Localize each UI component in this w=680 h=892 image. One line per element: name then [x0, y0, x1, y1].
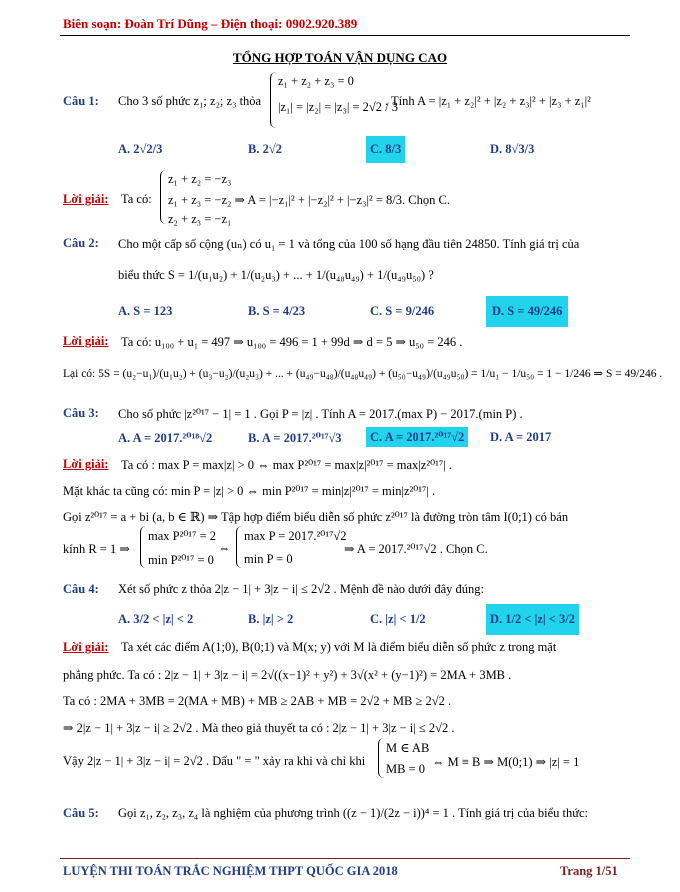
q4-solution-2: phẳng phức. Ta có : 2|z − 1| + 3|z − i| = 2√((x−1)² + y²) + 3√(x² + (y−1)²) = 2MA + 3MB . [63, 668, 512, 682]
q4-label: Câu 4: [63, 582, 99, 596]
q4-option-b: B. |z| > 2 [248, 612, 294, 626]
q3-solution-4b: ⇔ [218, 541, 231, 555]
q2-option-c: C. S = 9/246 [370, 304, 435, 318]
q3-solution-2: Mặt khác ta cũng có: min P = |z| > 0 ⇔ min P²⁰¹⁷ = min|z|²⁰¹⁷ = min|z²⁰¹⁷| . [63, 484, 436, 498]
q4-brace [378, 738, 385, 778]
q4-option-c: C. |z| < 1/2 [370, 612, 426, 626]
page-title: TỔNG HỢP TOÁN VẬN DỤNG CAO [232, 50, 448, 65]
q1-label: Câu 1: [63, 94, 99, 108]
q3-m2: min P²⁰¹⁷ = 0 [148, 553, 214, 567]
footer-rule [60, 858, 630, 859]
q4-solution-5b: ⇔ M ≡ B ⇒ M(0;1) ⇒ |z| = 1 [432, 755, 580, 769]
q3-text: Cho số phức |z²⁰¹⁷ − 1| = 1 . Gọi P = |z| . Tính A = 2017.(max P) − 2017.(min P) . [118, 407, 523, 421]
q1-option-a: A. 2√2/3 [118, 142, 163, 156]
q1-brace [270, 72, 277, 128]
q1-solution-s2: z₁ + z₃ = −z₂ ⇒ A = |−z₁|² + |−z₂|² + |−z₃|² = 8/3. Chọn C. [168, 193, 450, 207]
q3-m4: min P = 0 [244, 552, 293, 566]
q3-solution-3: Gọi z²⁰¹⁷ = a + bi (a, b ∈ ℝ) ⇒ Tập hợp điểm biểu diễn số phức z²⁰¹⁷ là đường tròn tâm I(0;1) có bán [63, 510, 569, 524]
q4-c1: M ∈ AB [386, 741, 430, 755]
q5-label: Câu 5: [63, 806, 99, 820]
header-rule [60, 35, 630, 36]
q2-option-d: D. S = 49/246 [486, 296, 568, 327]
q5-text: Gọi z₁, z₂, z₃, z₄ là nghiệm của phương trình ((z − 1)/(2z − i))⁴ = 1 . Tính giá trị của biểu thức: [118, 806, 589, 820]
q3-option-d: D. A = 2017 [490, 430, 552, 444]
q1-solution-brace [160, 170, 167, 224]
q1-solution-intro: Ta có: [121, 192, 152, 206]
q4-solution-label: Lời giải: [63, 640, 109, 654]
footer-title: LUYỆN THI TOÁN TRẮC NGHIỆM THPT QUỐC GIA 2018 [63, 864, 398, 878]
q4-solution-4: ⇒ 2|z − 1| + 3|z − i| ≥ 2√2 . Mà theo giả thuyết ta có : 2|z − 1| + 3|z − i| ≤ 2√2 . [63, 721, 455, 735]
q1-solution-s1: z₁ + z₂ = −z₃ [168, 172, 232, 186]
page-number: Trang 1/51 [560, 864, 618, 878]
q4-option-a: A. 3/2 < |z| < 2 [118, 612, 194, 626]
q1-ask: . Tính A = |z₁ + z₂|² + |z₂ + z₃|² + |z₃ + z₁|² [385, 94, 591, 108]
q4-option-d: D. 1/2 < |z| < 3/2 [486, 604, 579, 635]
q4-text: Xét số phức z thỏa 2|z − 1| + 3|z − i| ≤ 2√2 . Mệnh đề nào dưới đây đúng: [118, 582, 485, 596]
q1-sys2: |z₁| = |z₂| = |z₃| = 2√2 / 3 [278, 100, 398, 114]
q3-label: Câu 3: [63, 406, 99, 420]
q4-c2: MB = 0 [386, 762, 426, 776]
q1-option-c: C. 8/3 [366, 136, 405, 163]
q3-option-c: C. A = 2017.²⁰¹⁷√2 [366, 427, 468, 447]
q1-sys1: z₁ + z₂ + z₃ = 0 [278, 74, 354, 88]
q1-option-b: B. 2√2 [248, 142, 282, 156]
q4-solution-5a: Vậy 2|z − 1| + 3|z − i| = 2√2 . Dấu " = " xảy ra khi và chỉ khi [63, 754, 366, 768]
q3-option-a: A. A = 2017.²⁰¹⁸√2 [118, 431, 213, 445]
q3-solution-4c: ⇒ A = 2017.²⁰¹⁷√2 . Chọn C. [344, 542, 488, 556]
q3-solution-label: Lời giải: [63, 457, 109, 471]
q1-option-d: D. 8√3/3 [490, 142, 535, 156]
q2-solution-1: Ta có: u₁₀₀ + u₁ = 497 ⇒ u₁₀₀ = 496 = 1 + 99d ⇒ d = 5 ⇒ u₅₀ = 246 . [121, 335, 463, 349]
q1-solution-s3: z₂ + z₃ = −z₁ [168, 212, 232, 226]
q3-solution-4a: kính R = 1 ⇒ [63, 542, 130, 556]
q2-label: Câu 2: [63, 236, 99, 250]
q4-solution-3: Ta có : 2MA + 3MB = 2(MA + MB) + MB ≥ 2AB + MB = 2√2 + MB ≥ 2√2 . [63, 694, 452, 708]
q4-solution-1: Ta xét các điểm A(1;0), B(0;1) và M(x; y) với M là điểm biểu diễn số phức z trong mặt [121, 640, 557, 654]
q3-option-b: B. A = 2017.²⁰¹⁷√3 [248, 431, 342, 445]
q3-brace-1 [140, 526, 147, 568]
q2-text2: biểu thức S = 1/(u₁u₂) + 1/(u₂u₃) + ... + 1/(u₄₈u₄₉) + 1/(u₄₉u₅₀) ? [118, 268, 434, 282]
q2-option-a: A. S = 123 [118, 304, 173, 318]
q1-solution-label: Lời giải: [63, 192, 109, 206]
q2-text: Cho một cấp số cộng (uₙ) có u₁ = 1 và tổng của 100 số hạng đầu tiên 24850. Tính giá trị của [118, 237, 580, 251]
q3-solution-1: Ta có : max P = max|z| > 0 ⇔ max P²⁰¹⁷ = max|z|²⁰¹⁷ = max|z²⁰¹⁷| . [121, 458, 452, 472]
q1-text: Cho 3 số phức z₁; z₂; z₃ thỏa [118, 94, 262, 108]
header-author: Biên soạn: Đoàn Trí Dũng – Điện thoại: 0902.920.389 [63, 16, 358, 31]
q3-m3: max P = 2017.²⁰¹⁷√2 [244, 529, 347, 543]
q3-m1: max P²⁰¹⁷ = 2 [148, 529, 217, 543]
q3-brace-2 [236, 526, 243, 568]
q2-solution-label: Lời giải: [63, 334, 109, 348]
q2-option-b: B. S = 4/23 [248, 304, 306, 318]
q2-solution-2: Lại có: 5S = (u₂−u₁)/(u₁u₂) + (u₃−u₂)/(u₂u₃) + ... + (u₄₉−u₄₈)/(u₄₈u₄₉) + (u₅₀−u₄₉)/(u₄₉u₅₀) = 1/u₁ − 1/u₅₀ = 1 − 1/246 ⇒ S = 49/246 . [63, 368, 663, 380]
